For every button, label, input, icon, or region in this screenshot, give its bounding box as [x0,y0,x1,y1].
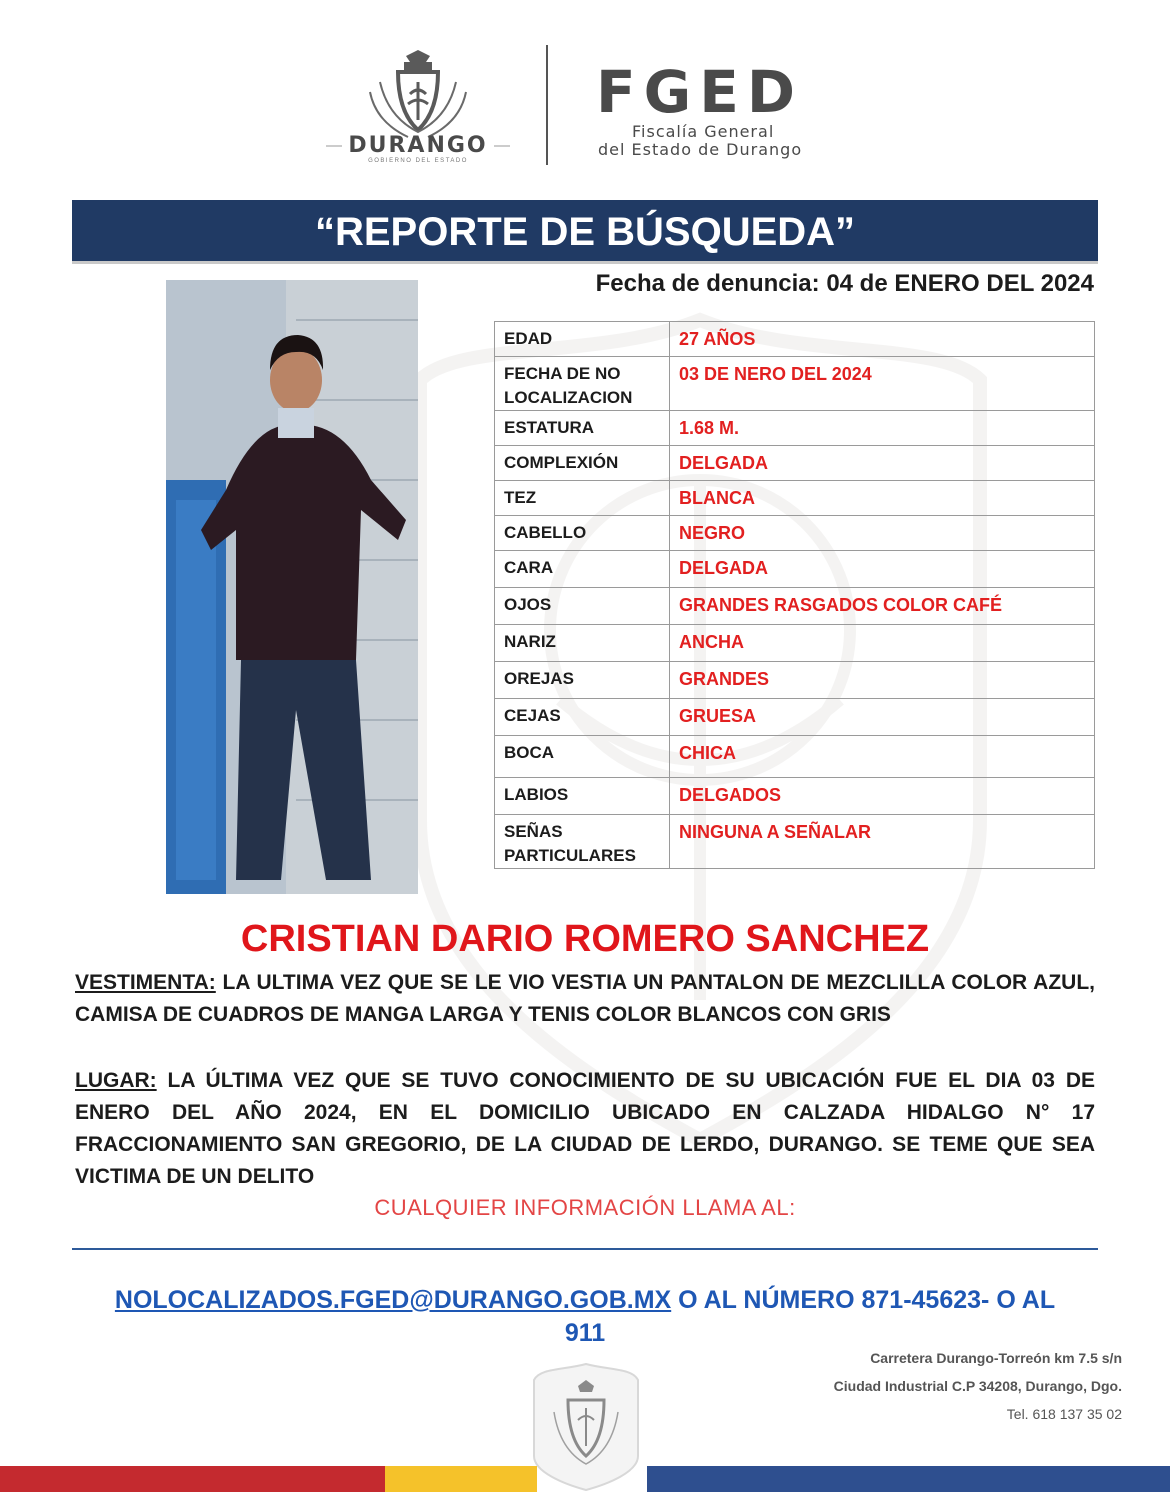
attributes-table [494,321,1095,869]
section-divider [72,1248,1098,1250]
fged-title: FGED [596,58,803,126]
attribute-value: NINGUNA A SEÑALAR [670,815,1095,869]
bar-segment-gap [537,1466,647,1492]
contact-line-1 [0,1284,1170,1317]
table-row [495,815,1095,869]
bar-segment-red [0,1466,385,1492]
bar-segment-yellow [385,1466,537,1492]
attribute-value: DELGADA [670,446,1095,481]
address-phone: Tel. 618 137 35 02 [1006,1406,1122,1422]
attribute-value: 03 DE NERO DEL 2024 [670,357,1095,411]
attribute-label: FECHA DE NO LOCALIZACION [495,357,670,411]
attribute-label: CABELLO [495,516,670,551]
attribute-label: COMPLEXIÓN [495,446,670,481]
contact-email-link[interactable]: NOLOCALIZADOS.FGED@DURANGO.GOB.MX [114,1286,672,1314]
table-row [495,699,1095,736]
attribute-label: ESTATURA [495,411,670,446]
contact-info [0,1284,1170,1350]
attribute-label: CEJAS [495,699,670,736]
contact-phone-text: O AL NÚMERO 871-45623- O AL [671,1286,1056,1314]
attribute-value: DELGADOS [670,778,1095,815]
attribute-value: NEGRO [670,516,1095,551]
attribute-label: NARIZ [495,625,670,662]
report-banner [72,200,1098,264]
bottom-color-bar [0,1466,1170,1492]
attribute-value: 27 AÑOS [670,322,1095,357]
vestimenta-paragraph [75,967,1095,1031]
report-title: “REPORTE DE BÚSQUEDA” [314,210,856,254]
fged-subtitle-line2: del Estado de Durango [598,140,803,159]
address-line-1: Carretera Durango-Torreón km 7.5 s/n [870,1350,1122,1366]
missing-person-photo [166,280,418,894]
table-row [495,662,1095,699]
bar-segment-blue [647,1466,1170,1492]
attribute-value: GRANDES [670,662,1095,699]
attribute-label: EDAD [495,322,670,357]
table-row [495,322,1095,357]
attribute-value: ANCHA [670,625,1095,662]
attribute-value: BLANCA [670,481,1095,516]
attribute-label: TEZ [495,481,670,516]
contact-emergency-number: 911 [564,1319,606,1347]
header-divider [546,45,548,165]
attribute-label: BOCA [495,736,670,778]
table-row [495,778,1095,815]
attribute-label: CARA [495,551,670,588]
attribute-label: LABIOS [495,778,670,815]
call-to-action: CUALQUIER INFORMACIÓN LLAMA AL: [374,1195,796,1220]
table-row [495,625,1095,662]
attribute-value: CHICA [670,736,1095,778]
table-row [495,481,1095,516]
lugar-text: LA ÚLTIMA VEZ QUE SE TUVO CONOCIMIENTO DE SU UBICACIÓN FUE EL DIA 03 DE ENERO DEL AÑO 2024, EN EL DOMICILIO UBICADO EN CALZADA HIDALGO N° 17 FRACCIONAMIENTO SAN GREGORIO, DE LA CIUDAD DE LERDO, DURANGO. SE TEME QUE SEA VICTIMA DE UN DELITO [75,1069,1095,1188]
address-block [834,1344,1122,1428]
attribute-label: OJOS [495,588,670,625]
durango-logo-subtitle: GOBIERNO DEL ESTADO [368,158,468,164]
lugar-label: LUGAR: [75,1069,157,1092]
person-name: CRISTIAN DARIO ROMERO SANCHEZ [240,918,930,960]
lugar-paragraph [75,1065,1095,1193]
table-row [495,411,1095,446]
table-row [495,736,1095,778]
attribute-value: GRANDES RASGADOS COLOR CAFÉ [670,588,1095,625]
table-row [495,551,1095,588]
attribute-value: GRUESA [670,699,1095,736]
attribute-label: OREJAS [495,662,670,699]
address-line-2: Ciudad Industrial C.P 34208, Durango, Dgo. [833,1378,1122,1394]
attribute-value: DELGADA [670,551,1095,588]
table-row [495,446,1095,481]
table-row [495,516,1095,551]
report-date: Fecha de denuncia: 04 de ENERO DEL 2024 [595,270,1094,297]
table-row [495,588,1095,625]
vestimenta-text: LA ULTIMA VEZ QUE SE LE VIO VESTIA UN PANTALON DE MEZCLILLA COLOR AZUL, CAMISA DE CUADROS DE MANGA LARGA Y TENIS COLOR BLANCOS CON GRIS [75,971,1095,1026]
table-row [495,357,1095,411]
attribute-label: SEÑAS PARTICULARES [495,815,670,869]
vestimenta-label: VESTIMENTA: [75,971,216,994]
fged-subtitle-line1: Fiscalía General [632,122,775,141]
attribute-value: 1.68 M. [670,411,1095,446]
durango-logo-word: DURANGO [348,133,488,158]
